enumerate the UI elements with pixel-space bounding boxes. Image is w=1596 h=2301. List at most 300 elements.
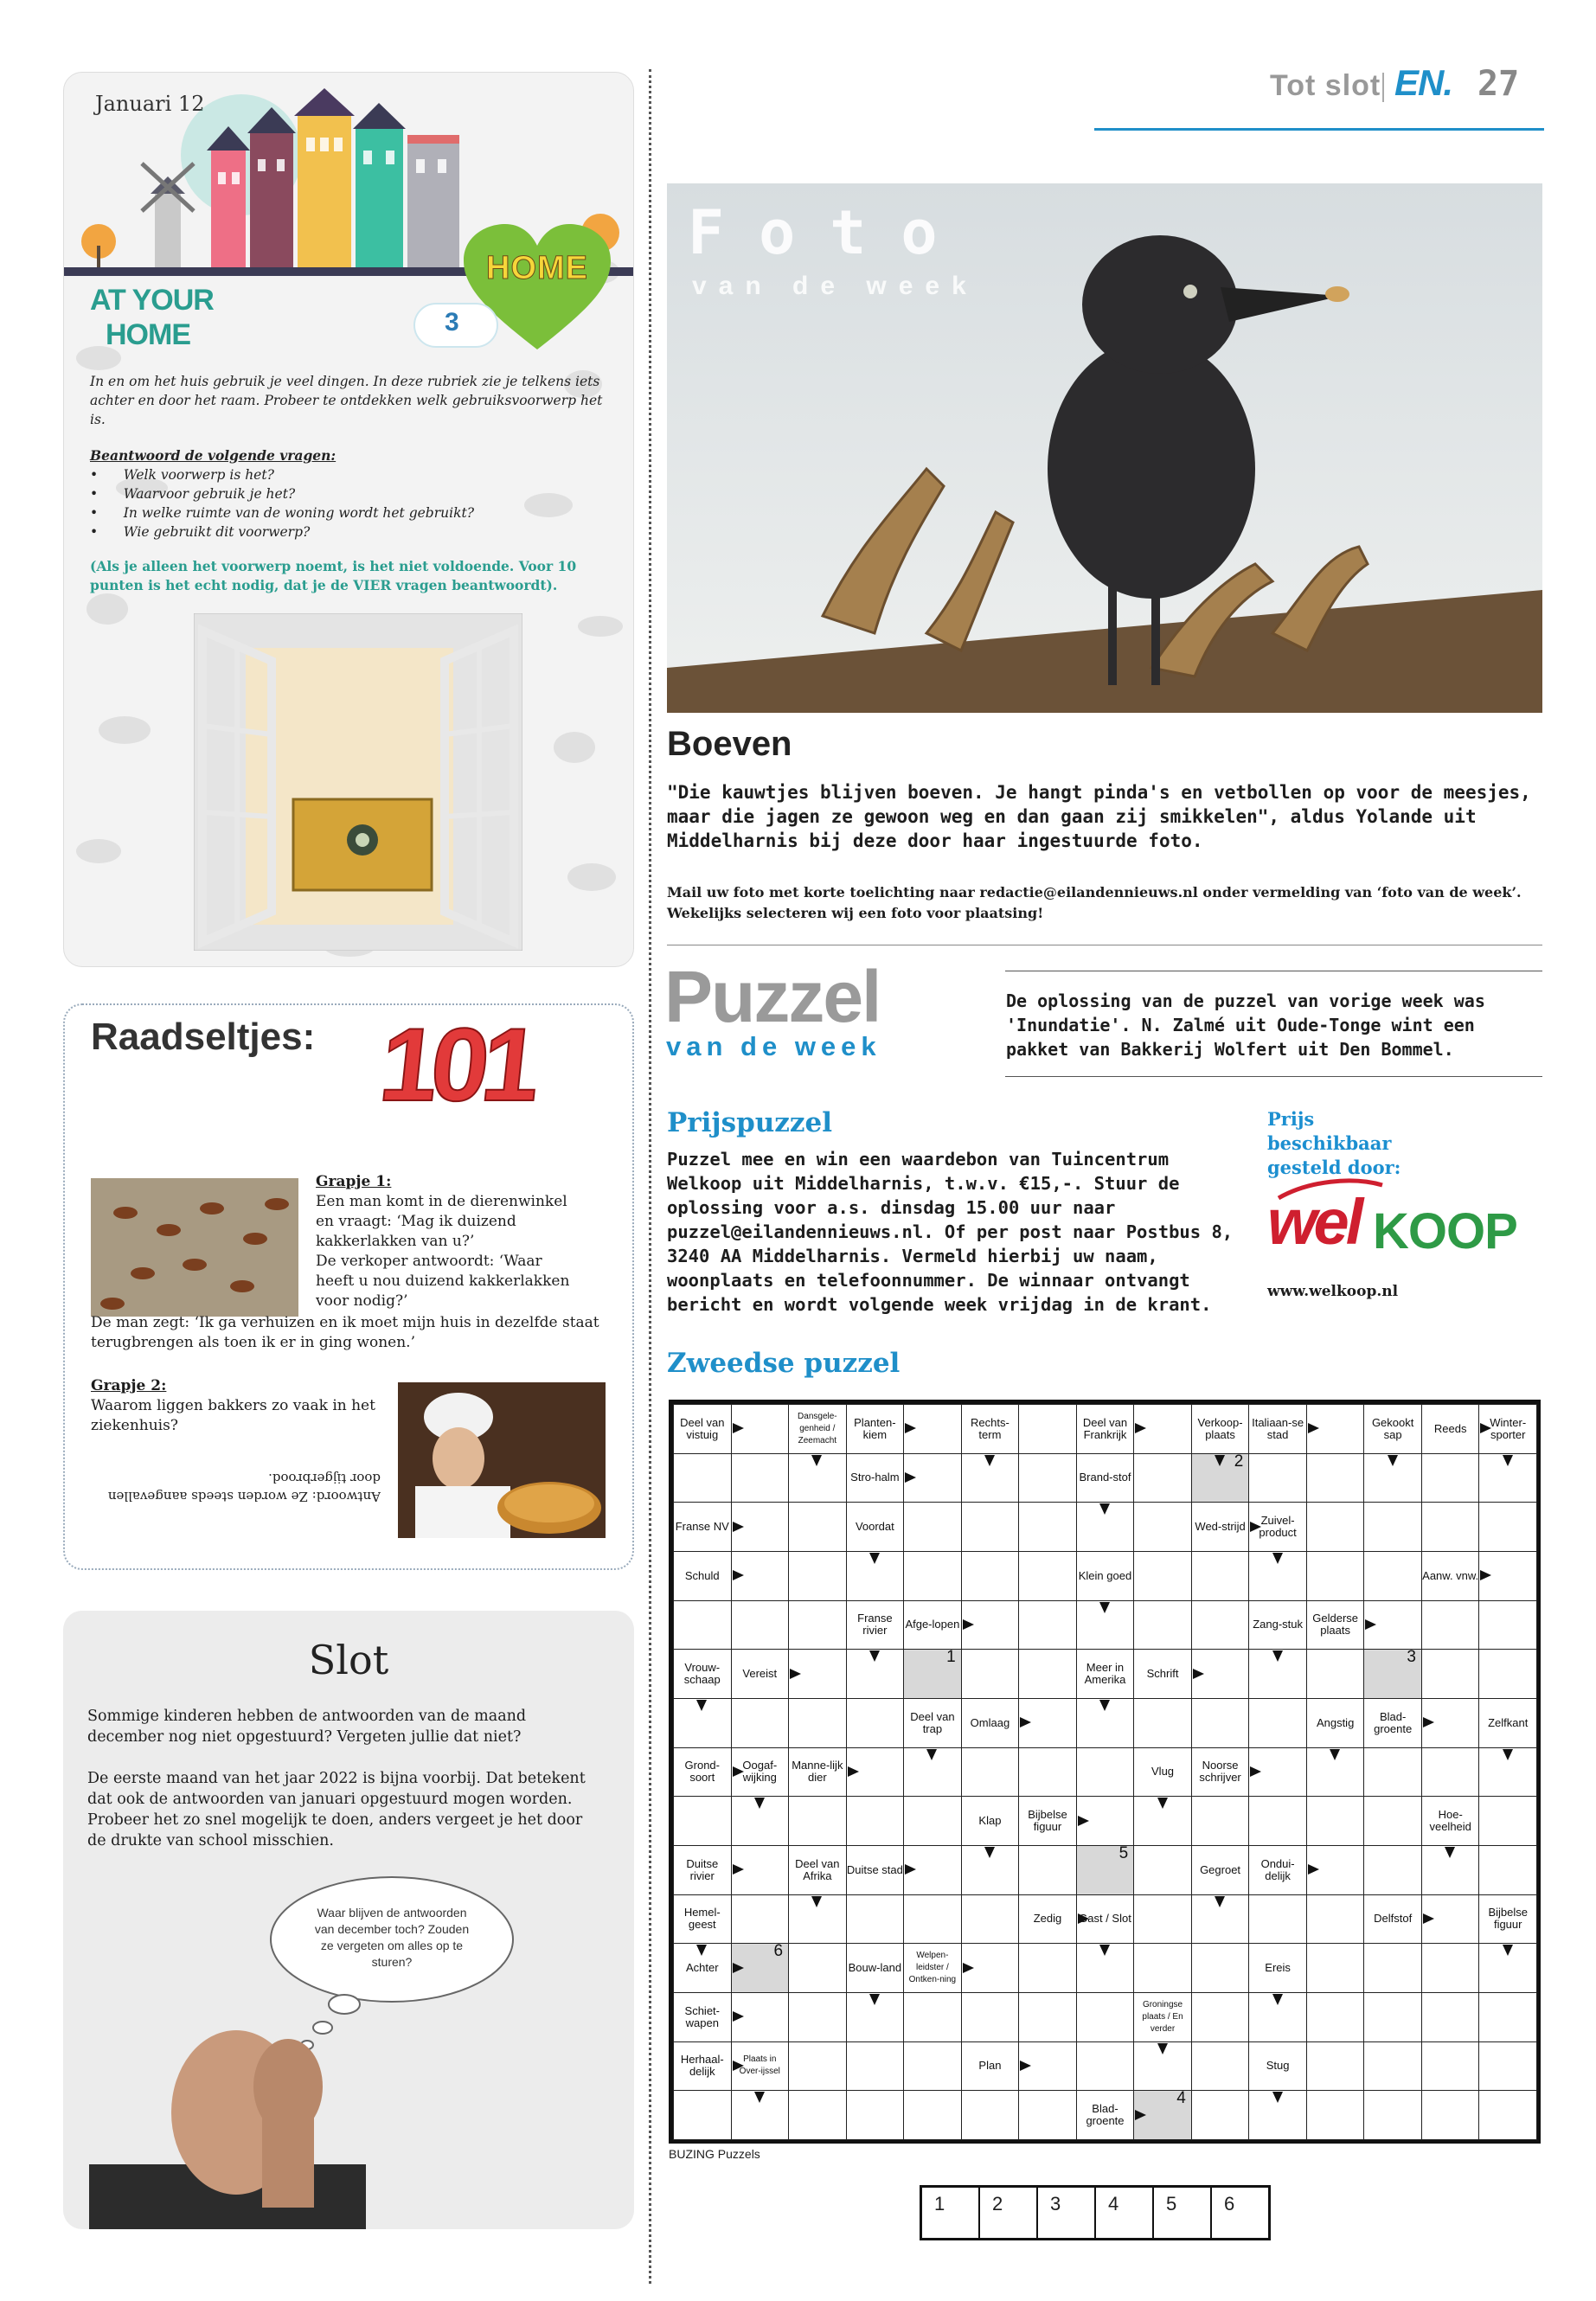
- answer-cell[interactable]: [1478, 2041, 1537, 2092]
- answer-cell[interactable]: [1076, 2041, 1135, 2092]
- clue-cell: Wed-strijd: [1191, 1502, 1250, 1552]
- clue-cell: Afge-lopen: [903, 1600, 962, 1650]
- welkoop-logo-a: wel: [1267, 1186, 1361, 1258]
- slot-para3: Probeer het zo snel mogelijk te doen, anders vergeet je het door de drukte van school misschien.: [87, 1811, 583, 1849]
- clue-arrow-icon: [733, 1423, 744, 1433]
- answer-cell[interactable]: [788, 2090, 847, 2140]
- clue-cell: Zang-stuk: [1248, 1600, 1307, 1650]
- answer-cell[interactable]: [788, 1698, 847, 1748]
- clue-cell: Deel van Afrika: [788, 1845, 847, 1895]
- clue-cell: Voordat: [846, 1502, 905, 1552]
- clue-cell: Stug: [1248, 2041, 1307, 2092]
- clue-cell: Zedig: [1018, 1894, 1077, 1945]
- clue-arrow-icon: [733, 1766, 744, 1777]
- clue-arrow-icon: [696, 1945, 707, 1956]
- clue-cell: Vereist: [731, 1649, 790, 1699]
- cell-number: 4: [1176, 2089, 1186, 2108]
- clue-arrow-icon: [1250, 1522, 1261, 1532]
- clue-arrow-icon: [733, 2011, 744, 2022]
- header-rule: [1094, 128, 1544, 131]
- clue-arrow-icon: [1193, 1669, 1204, 1679]
- clue-arrow-icon: [811, 1455, 822, 1466]
- column-divider: [649, 69, 651, 2284]
- clue-arrow-icon: [1215, 1896, 1225, 1907]
- intro-text: In en om het huis gebruik je veel dingen. In deze rubriek zie je telkens iets achter en door het raam. Probeer te ontdekken welk gebruiksvoorwerp het is.: [90, 374, 603, 427]
- answer-cell[interactable]: [1076, 1992, 1135, 2042]
- puzzle-credit: BUZING Puzzels: [669, 2147, 760, 2161]
- slot-para2: De eerste maand van het jaar 2022 is bijna voorbij. Dat betekent dat ook de antwoorden van januari opgestuurd mogen worden.: [87, 1770, 586, 1808]
- answer-cell[interactable]: [903, 1992, 962, 2042]
- clue-arrow-icon: [984, 1847, 995, 1858]
- clue-cell: Oogaf-wijking: [731, 1747, 790, 1798]
- answer-label: Antwoord:: [311, 1489, 381, 1504]
- cell-number: 2: [1234, 1452, 1244, 1471]
- clue-cell: Grond-soort: [673, 1747, 732, 1798]
- cell-number: 1: [946, 1648, 956, 1667]
- clue-cell: Manne-lijk dier: [788, 1747, 847, 1798]
- answer-cell[interactable]: [1421, 1943, 1480, 1993]
- clue-cell: Bouw-land: [846, 1943, 905, 1993]
- answer-cell[interactable]: [903, 1551, 962, 1601]
- clue-arrow-icon: [963, 1963, 974, 1973]
- answer-cell[interactable]: [903, 1796, 962, 1846]
- answer-cell[interactable]: [673, 1796, 732, 1846]
- answer-cell[interactable]: [961, 1894, 1020, 1945]
- cell-number: 5: [1118, 1844, 1129, 1862]
- answer-slot[interactable]: 4: [1096, 2188, 1154, 2238]
- answer-cell[interactable]: [1018, 1600, 1077, 1650]
- welkoop-logo-b: KOOP: [1373, 1203, 1517, 1259]
- clue-arrow-icon: [696, 1700, 707, 1711]
- clue-arrow-icon: [1099, 1602, 1110, 1613]
- clue-cell: Aanw. vnw.: [1421, 1551, 1480, 1601]
- question-item: • Wie gebruikt dit voorwerp?: [90, 524, 311, 540]
- clue-arrow-icon: [1020, 1717, 1031, 1727]
- answer-cell[interactable]: [961, 1747, 1020, 1798]
- answer-cell[interactable]: [1421, 1502, 1480, 1552]
- answer-cell[interactable]: [903, 1502, 962, 1552]
- clue-arrow-icon: [1272, 1553, 1283, 1564]
- answer-cell[interactable]: [673, 1600, 732, 1650]
- joke1-line: kakkerlakken van u?’: [316, 1233, 475, 1250]
- clue-arrow-icon: [733, 1963, 744, 1973]
- answer-cell[interactable]: [1018, 1502, 1077, 1552]
- clue-cell: Gegroet: [1191, 1845, 1250, 1895]
- answer-cell[interactable]: [788, 1600, 847, 1650]
- clue-arrow-icon: [1423, 1717, 1434, 1727]
- clue-arrow-icon: [1503, 1455, 1513, 1466]
- riddles-title: Raadseltjes:: [91, 1016, 316, 1058]
- answer-cell[interactable]: [1306, 1502, 1365, 1552]
- answer-cell[interactable]: [1421, 2090, 1480, 2140]
- thought-bubble-text: Waar blijven de antwoorden van december toch? Zouden ze vergeten om alles op te sturen?: [314, 1906, 470, 1969]
- clue-arrow-icon: [1157, 2043, 1168, 2054]
- clue-cell: Bijbelse figuur: [1018, 1796, 1077, 1846]
- clue-arrow-icon: [984, 1455, 995, 1466]
- clue-cell: Welpen-leidster / Ontken-ning: [903, 1943, 962, 1993]
- answer-cell[interactable]: [1018, 1747, 1077, 1798]
- answer-cell[interactable]: [1421, 2041, 1480, 2092]
- answer-cell[interactable]: [961, 1649, 1020, 1699]
- clue-cell: Klein goed: [1076, 1551, 1135, 1601]
- puzzel-logo-sub: van de week: [666, 1031, 881, 1061]
- clue-arrow-icon: [1135, 2110, 1146, 2120]
- answer-slot[interactable]: 5: [1154, 2188, 1212, 2238]
- clue-cell: Italiaan-se stad: [1248, 1404, 1307, 1454]
- clue-arrow-icon: [1135, 1423, 1146, 1433]
- clue-arrow-icon: [1388, 1455, 1398, 1466]
- answer-slot[interactable]: 2: [980, 2188, 1038, 2238]
- answer-cell[interactable]: [1306, 1649, 1365, 1699]
- answer-cell[interactable]: [1363, 2041, 1422, 2092]
- answer-cell[interactable]: [1018, 1943, 1077, 1993]
- instruction-note: (Als je alleen het voorwerp noemt, is het niet voldoende. Voor 10 punten is het echt nodig, dat je de VIER vragen beantwoordt).: [90, 558, 577, 593]
- answer-cell[interactable]: [1306, 1894, 1365, 1945]
- clue-arrow-icon: [1308, 1423, 1319, 1433]
- previous-solution: De oplossing van de puzzel van vorige week was 'Inundatie'. N. Zalmé uit Oude-Tonge wint een pakket van Bakkerij Wolfert uit Den Bommel.: [1006, 990, 1485, 1060]
- clue-arrow-icon: [1445, 1847, 1455, 1858]
- answer-cell[interactable]: [1363, 1551, 1422, 1601]
- clue-cell: Omlaag: [961, 1698, 1020, 1748]
- title-home: HOME: [106, 318, 190, 351]
- clue-cell: Schrift: [1133, 1649, 1192, 1699]
- clue-arrow-icon: [848, 1766, 859, 1777]
- answer-cell[interactable]: [1076, 1747, 1135, 1798]
- answer-cell[interactable]: [903, 2090, 962, 2140]
- foto-subtitle: van de week: [692, 272, 978, 300]
- answer-cell[interactable]: [1306, 2041, 1365, 2092]
- page-number: 27: [1477, 64, 1520, 104]
- clue-cell: Herhaal-delijk: [673, 2041, 732, 2092]
- clue-cell: Vlug: [1133, 1747, 1192, 1798]
- answer-cell[interactable]: [1018, 1551, 1077, 1601]
- answer-cell[interactable]: [1248, 1698, 1307, 1748]
- clue-cell: Duitse stad: [846, 1845, 905, 1895]
- clue-cell: Brand-stof: [1076, 1453, 1135, 1503]
- answer-cell[interactable]: [1421, 1600, 1480, 1650]
- answer-cell[interactable]: [846, 1796, 905, 1846]
- answer-cell[interactable]: [1133, 1551, 1192, 1601]
- joke1-text: [316, 1192, 610, 1311]
- joke1-line: en vraagt: ‘Mag ik duizend: [316, 1213, 516, 1230]
- clue-arrow-icon: [1157, 1798, 1168, 1809]
- clue-arrow-icon: [1423, 1913, 1434, 1924]
- joke1-punchline: De man zegt: ‘Ik ga verhuizen en ik moet mijn huis in dezelfde staat terugbrengen als toen ik er in ging wonen.’: [91, 1314, 599, 1351]
- answer-cell[interactable]: [1191, 1943, 1250, 1993]
- answer-text: Ze worden steeds aangevallen door tijgerbrood.: [107, 1471, 381, 1504]
- answer-cell[interactable]: [1133, 1600, 1192, 1650]
- answer-slot[interactable]: 6: [1224, 2193, 1235, 2214]
- answer-cell[interactable]: [1133, 1943, 1192, 1993]
- answer-cell[interactable]: [731, 1894, 790, 1945]
- question-item: • Waarvoor gebruik je het?: [90, 486, 296, 502]
- answer-cell[interactable]: [1306, 1551, 1365, 1601]
- answer-slot[interactable]: 1: [922, 2188, 980, 2238]
- answer-cell[interactable]: [1191, 2041, 1250, 2092]
- clue-cell: Zelfkant: [1478, 1698, 1537, 1748]
- puzzel-logo-word: Puzzel: [664, 956, 881, 1037]
- answer-cell[interactable]: [1363, 2090, 1422, 2140]
- clue-arrow-icon: [869, 1650, 880, 1662]
- clue-cell: Hemel-geest: [673, 1894, 732, 1945]
- answer-cell[interactable]: [1421, 1649, 1480, 1699]
- clue-cell: Ereis: [1248, 1943, 1307, 1993]
- cell-number: 3: [1407, 1648, 1416, 1667]
- clue-cell: Rechts-term: [961, 1404, 1020, 1454]
- clue-arrow-icon: [1308, 1864, 1319, 1875]
- answer-cell[interactable]: [1191, 1551, 1250, 1601]
- answer-cell[interactable]: [1478, 1845, 1537, 1895]
- clue-arrow-icon: [733, 2061, 744, 2071]
- answer-cell[interactable]: [1018, 1845, 1077, 1895]
- clue-cell: Klap: [961, 1796, 1020, 1846]
- numbered-answer-cell[interactable]: [903, 1649, 962, 1699]
- answer-cell[interactable]: [903, 1894, 962, 1945]
- clue-arrow-icon: [1020, 2061, 1031, 2071]
- answer-cell[interactable]: [673, 1453, 732, 1503]
- crossword-heading: Zweedse puzzel: [667, 1348, 901, 1379]
- clue-arrow-icon: [733, 1522, 744, 1532]
- prize-text: Puzzel mee en win een waardebon van Tuincentrum Welkoop uit Middelharnis, t.w.v. €15,-. Stuur de oplossing voor a.s. dinsdag 15.00 uur naar puzzel@eilandennieuws.nl. Of per post naar Postbus 8, 3240 AA Middelharnis. Vermeld hierbij uw naam, woonplaats en telefoonnummer. De winnaar ontvangt bericht en wordt volgende week vrijdag in de krant.: [667, 1149, 1234, 1315]
- clue-arrow-icon: [1099, 1700, 1110, 1711]
- answer-cell[interactable]: [1248, 1894, 1307, 1945]
- welkoop-logo: [1267, 1176, 1544, 1272]
- answer-cell[interactable]: [1363, 1845, 1422, 1895]
- question-item: • In welke ruimte van de woning wordt het gebruikt?: [90, 505, 475, 521]
- clue-arrow-icon: [869, 1553, 880, 1564]
- photo-caption: "Die kauwtjes blijven boeven. Je hangt pinda's en vetbollen op voor de meesjes, maar die jagen ze gewoon weg en dan gaan zij smikkelen", aldus Yolande uit Middelharnis bij deze door haar ingestuurde foto.: [667, 782, 1531, 851]
- solution-box-bottom-rule: [1005, 1076, 1542, 1077]
- numbered-answer-cell[interactable]: [1076, 1845, 1135, 1895]
- answer-cell[interactable]: [1363, 1502, 1422, 1552]
- answer-cell[interactable]: [1191, 1600, 1250, 1650]
- clue-cell: Duitse rivier: [673, 1845, 732, 1895]
- answer-cell[interactable]: [1421, 1453, 1480, 1503]
- clue-arrow-icon: [1078, 1816, 1089, 1826]
- title-at-your: AT YOUR: [90, 284, 214, 317]
- answer-cell[interactable]: [1363, 1747, 1422, 1798]
- numbered-answer-cell[interactable]: [1363, 1649, 1422, 1699]
- sponsor-url: www.welkoop.nl: [1267, 1283, 1399, 1300]
- answer-cell[interactable]: [1306, 1453, 1365, 1503]
- joke1-heading: Grapje 1:: [316, 1173, 392, 1190]
- clue-arrow-icon: [1099, 1503, 1110, 1515]
- clue-arrow-icon: [811, 1896, 822, 1907]
- clue-arrow-icon: [1272, 1650, 1283, 1662]
- answer-cell[interactable]: [731, 1600, 790, 1650]
- clue-arrow-icon: [790, 1669, 801, 1679]
- answer-cell[interactable]: [1191, 1796, 1250, 1846]
- clue-arrow-icon: [905, 1864, 916, 1875]
- answer-cell[interactable]: [846, 2090, 905, 2140]
- clue-arrow-icon: [926, 1749, 937, 1760]
- answer-slot[interactable]: 3: [1038, 2188, 1096, 2238]
- question-item: • Welk voorwerp is het?: [90, 467, 274, 483]
- answer-cell[interactable]: [1018, 1992, 1077, 2042]
- answer-cell[interactable]: [1478, 1796, 1537, 1846]
- clue-cell: Plan: [961, 2041, 1020, 2092]
- answer-cell[interactable]: [1306, 1943, 1365, 1993]
- joke2-answer: [91, 1469, 381, 1505]
- clue-arrow-icon: [1480, 1423, 1491, 1433]
- answer-cell[interactable]: [1191, 2090, 1250, 2140]
- question-list: [90, 465, 609, 542]
- joke1-line: voor nodig?’: [316, 1292, 408, 1310]
- clue-arrow-icon: [1099, 1945, 1110, 1956]
- clue-cell: Schiet-wapen: [673, 1992, 732, 2042]
- clue-cell: Bijbelse figuur: [1478, 1894, 1537, 1945]
- answer-cell[interactable]: [1248, 1453, 1307, 1503]
- clue-cell: Reeds: [1421, 1404, 1480, 1454]
- answer-cell[interactable]: [1133, 1845, 1192, 1895]
- clue-cell: Deel van trap: [903, 1698, 962, 1748]
- clue-arrow-icon: [1365, 1619, 1376, 1630]
- answer-cell[interactable]: [1363, 1992, 1422, 2042]
- slot-title: Slot: [308, 1637, 389, 1683]
- answer-cell[interactable]: [1133, 1894, 1192, 1945]
- clue-cell: Noorse schrijver: [1191, 1747, 1250, 1798]
- answer-cell[interactable]: [673, 2090, 732, 2140]
- window-illustration: [194, 613, 522, 951]
- clue-cell: Groningse plaats / En verder: [1133, 1992, 1192, 2042]
- answer-cell[interactable]: [1363, 1943, 1422, 1993]
- clue-cell: Franse NV: [673, 1502, 732, 1552]
- photo-headline: Boeven: [667, 725, 792, 763]
- clue-cell: Deel van Frankrijk: [1076, 1404, 1135, 1454]
- answer-cell[interactable]: [731, 1453, 790, 1503]
- clue-cell: Franse rivier: [846, 1600, 905, 1650]
- clue-arrow-icon: [733, 1864, 744, 1875]
- answer-cell[interactable]: [788, 1502, 847, 1552]
- clue-cell: Achter: [673, 1943, 732, 1993]
- clue-cell: Blad-groente: [1076, 2090, 1135, 2140]
- at-your-home-panel: [63, 72, 634, 967]
- clue-cell: Dansgele-genheid / Zeemacht: [788, 1404, 847, 1454]
- answer-cell[interactable]: [788, 1796, 847, 1846]
- answer-cell[interactable]: [1133, 1502, 1192, 1552]
- answer-cell[interactable]: [846, 1894, 905, 1945]
- answer-cell[interactable]: [1018, 1453, 1077, 1503]
- home-heart-label: HOME: [486, 250, 588, 286]
- clue-cell: Ondui-delijk: [1248, 1845, 1307, 1895]
- answer-cell[interactable]: [961, 1992, 1020, 2042]
- clue-cell: Schuld: [673, 1551, 732, 1601]
- thinking-man-photo: [89, 2009, 366, 2229]
- answer-cell[interactable]: [1478, 1992, 1537, 2042]
- photo-mail-note: Mail uw foto met korte toelichting naar redactie@eilandennieuws.nl onder vermelding van ‘foto van de week’. Wekelijks selecteren wij een foto voor plaatsing!: [667, 884, 1522, 921]
- answer-cell[interactable]: [1478, 1600, 1537, 1650]
- answer-cell[interactable]: [788, 1943, 847, 1993]
- answer-cell[interactable]: [903, 2041, 962, 2092]
- answer-cell[interactable]: [1018, 2090, 1077, 2140]
- answer-cell[interactable]: [1191, 1698, 1250, 1748]
- clue-arrow-icon: [1503, 1749, 1513, 1760]
- answer-cell[interactable]: [1421, 1992, 1480, 2042]
- clue-cell: Winter-sporter: [1478, 1404, 1537, 1454]
- prize-heading: Prijspuzzel: [667, 1107, 833, 1138]
- clue-cell: Angstig: [1306, 1698, 1365, 1748]
- riddles-panel: [63, 1003, 634, 1570]
- clue-cell: Verkoop-plaats: [1191, 1404, 1250, 1454]
- answer-cell[interactable]: [1421, 1747, 1480, 1798]
- answer-cell[interactable]: [788, 1992, 847, 2042]
- clue-arrow-icon: [905, 1423, 916, 1433]
- answer-cell[interactable]: [1306, 2090, 1365, 2140]
- questions-heading: Beantwoord de volgende vragen:: [90, 447, 337, 464]
- clue-arrow-icon: [1078, 1913, 1089, 1924]
- answer-cell[interactable]: [1306, 1796, 1365, 1846]
- clue-cell: Deel van vistuig: [673, 1404, 732, 1454]
- clue-arrow-icon: [733, 1570, 744, 1580]
- answer-cell[interactable]: [1018, 1404, 1077, 1454]
- clue-arrow-icon: [1480, 1570, 1491, 1580]
- clue-cell: Zuivel-product: [1248, 1502, 1307, 1552]
- answer-cell[interactable]: [846, 1698, 905, 1748]
- answer-cell[interactable]: [961, 1502, 1020, 1552]
- clue-arrow-icon: [1272, 1994, 1283, 2005]
- clue-cell: Vrouw-schaap: [673, 1649, 732, 1699]
- cell-number: 6: [773, 1942, 784, 1961]
- slot-panel: [63, 1611, 634, 2229]
- answer-cell[interactable]: [961, 1551, 1020, 1601]
- clue-arrow-icon: [1215, 1455, 1225, 1466]
- clue-arrow-icon: [905, 1472, 916, 1483]
- answer-cell[interactable]: [788, 1551, 847, 1601]
- answer-cell[interactable]: [1363, 1796, 1422, 1846]
- answer-cell[interactable]: [1478, 1649, 1537, 1699]
- slot-para1: Sommige kinderen hebben de antwoorden van de maand december nog niet opgestuurd? Vergeten jullie dat niet?: [87, 1708, 527, 1746]
- clue-cell: Gast / Slot: [1076, 1894, 1135, 1945]
- answer-cell[interactable]: [1133, 1453, 1192, 1503]
- sponsor-heading: Prijs beschikbaar gesteld door:: [1267, 1108, 1401, 1178]
- brand-logo: EN.: [1394, 62, 1453, 103]
- clue-cell: Plaats in Over-ijssel: [731, 2041, 790, 2092]
- clue-arrow-icon: [754, 2092, 765, 2103]
- clue-cell: Gelderse plaats: [1306, 1600, 1365, 1650]
- answer-cell[interactable]: [1478, 1502, 1537, 1552]
- clue-cell: Blad-groente: [1363, 1698, 1422, 1748]
- answer-cell[interactable]: [1248, 1796, 1307, 1846]
- answer-cell[interactable]: [846, 2041, 905, 2092]
- answer-cell[interactable]: [1306, 1992, 1365, 2042]
- answer-cell[interactable]: [788, 2041, 847, 2092]
- joke1-line: Een man komt in de dierenwinkel: [316, 1193, 567, 1210]
- big-number-101: 101: [374, 1007, 540, 1123]
- clue-cell: Meer in Amerika: [1076, 1649, 1135, 1699]
- clue-cell: Stro-halm: [846, 1453, 905, 1503]
- answer-cell[interactable]: [1478, 2090, 1537, 2140]
- cockroach-photo: [91, 1178, 298, 1317]
- clue-cell: Gekookt sap: [1363, 1404, 1422, 1454]
- answer-cell[interactable]: [1018, 1649, 1077, 1699]
- answer-cell[interactable]: [1133, 1698, 1192, 1748]
- clue-arrow-icon: [1330, 1749, 1340, 1760]
- clue-cell: Hoe-veelheid: [1421, 1796, 1480, 1846]
- clue-arrow-icon: [1250, 1766, 1261, 1777]
- baker-photo: [398, 1382, 606, 1538]
- crossword-grid: [669, 1400, 1541, 2144]
- clue-arrow-icon: [1272, 2092, 1283, 2103]
- date-label: Januari 12: [95, 92, 205, 116]
- clue-arrow-icon: [754, 1798, 765, 1809]
- answer-cell[interactable]: [1191, 1992, 1250, 2042]
- foto-title: Foto: [688, 197, 972, 268]
- answer-cell[interactable]: [961, 2090, 1020, 2140]
- header-divider: [1382, 73, 1384, 102]
- joke1-line: De verkoper antwoordt: ‘Waar: [316, 1253, 542, 1270]
- answer-cell[interactable]: [731, 1698, 790, 1748]
- clue-arrow-icon: [1503, 1945, 1513, 1956]
